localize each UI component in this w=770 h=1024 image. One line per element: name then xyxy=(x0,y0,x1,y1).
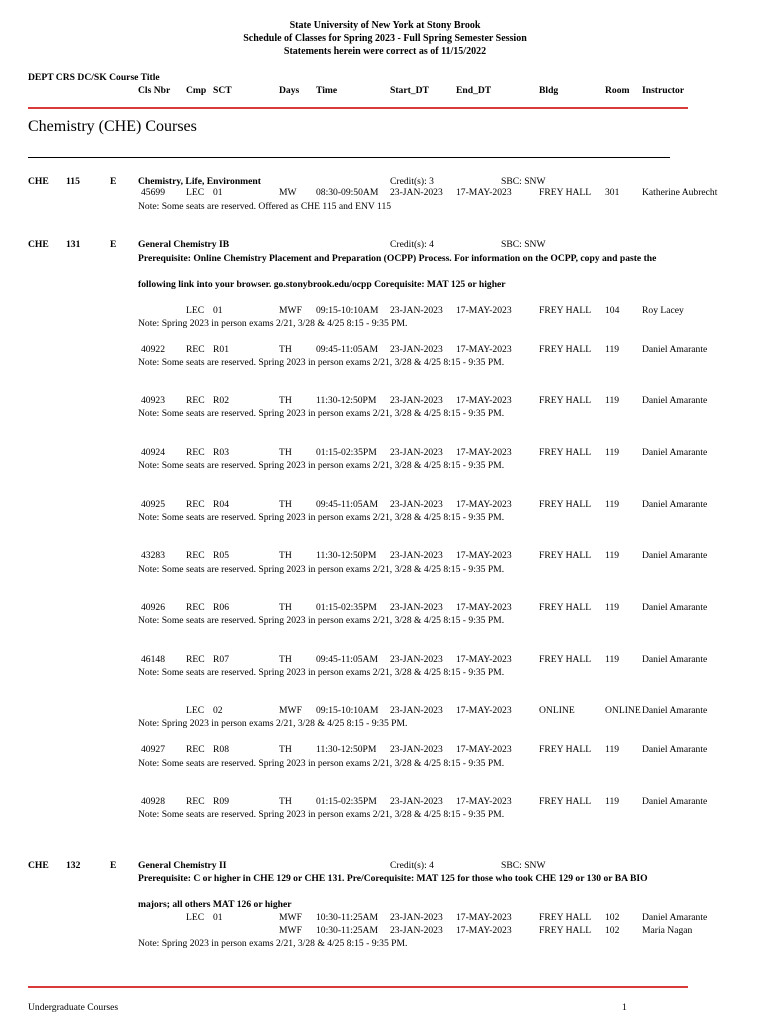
class-number: 40923 xyxy=(141,395,165,406)
report-subtitle: Schedule of Classes for Spring 2023 - Full Spring Semester Session xyxy=(243,33,527,44)
class-room: 119 xyxy=(605,744,620,755)
class-start-date: 23-JAN-2023 xyxy=(390,499,443,510)
class-days: TH xyxy=(279,796,292,807)
class-end-date: 17-MAY-2023 xyxy=(456,796,512,807)
class-instructor: Katherine Aubrecht xyxy=(642,187,718,198)
course-sbc: SBC: SNW xyxy=(501,239,546,250)
class-note: Note: Some seats are reserved. Offered as CHE 115 and ENV 115 xyxy=(138,201,392,212)
class-time: 11:30-12:50PM xyxy=(316,395,377,406)
class-building: FREY HALL xyxy=(539,499,592,510)
footer-divider xyxy=(28,986,688,988)
course-dept: CHE xyxy=(28,176,49,187)
class-days: MW xyxy=(279,187,297,198)
class-building: FREY HALL xyxy=(539,395,592,406)
class-room: 119 xyxy=(605,395,620,406)
class-room: 119 xyxy=(605,796,620,807)
column-header-end: End_DT xyxy=(456,85,492,96)
course-title: General Chemistry II xyxy=(138,860,227,871)
course-dept: CHE xyxy=(28,239,49,250)
class-end-date: 17-MAY-2023 xyxy=(456,344,512,355)
class-section: R04 xyxy=(213,499,229,510)
class-component: REC xyxy=(186,447,205,458)
course-credits: Credit(s): 4 xyxy=(390,860,434,871)
page-number: 1 xyxy=(622,1002,627,1013)
class-time: 09:15-10:10AM xyxy=(316,705,379,716)
class-room: 119 xyxy=(605,550,620,561)
class-number: 46148 xyxy=(141,654,165,665)
class-time: 11:30-12:50PM xyxy=(316,744,377,755)
class-room: 119 xyxy=(605,499,620,510)
class-start-date: 23-JAN-2023 xyxy=(390,550,443,561)
class-section: R07 xyxy=(213,654,229,665)
class-time: 10:30-11:25AM xyxy=(316,925,379,936)
class-building: FREY HALL xyxy=(539,602,592,613)
class-section: R03 xyxy=(213,447,229,458)
column-header-time: Time xyxy=(316,85,338,96)
class-start-date: 23-JAN-2023 xyxy=(390,705,443,716)
class-time: 01:15-02:35PM xyxy=(316,602,377,613)
class-building: ONLINE xyxy=(539,705,575,716)
class-number: 40927 xyxy=(141,744,165,755)
class-number: 43283 xyxy=(141,550,165,561)
header-divider xyxy=(28,107,688,109)
class-instructor: Daniel Amarante xyxy=(642,447,708,458)
class-note: Note: Some seats are reserved. Spring 2023 in person exams 2/21, 3/28 & 4/25 8:15 - 9:35 PM. xyxy=(138,667,505,678)
class-days: MWF xyxy=(279,912,302,923)
class-start-date: 23-JAN-2023 xyxy=(390,395,443,406)
class-room: 104 xyxy=(605,305,620,316)
class-days: MWF xyxy=(279,925,302,936)
class-end-date: 17-MAY-2023 xyxy=(456,602,512,613)
class-note: Note: Spring 2023 in person exams 2/21, 3/28 & 4/25 8:15 - 9:35 PM. xyxy=(138,938,408,949)
class-instructor: Daniel Amarante xyxy=(642,912,708,923)
class-note: Note: Some seats are reserved. Spring 2023 in person exams 2/21, 3/28 & 4/25 8:15 - 9:35 PM. xyxy=(138,809,505,820)
class-note: Note: Some seats are reserved. Spring 2023 in person exams 2/21, 3/28 & 4/25 8:15 - 9:35 PM. xyxy=(138,460,505,471)
class-time: 09:45-11:05AM xyxy=(316,499,379,510)
class-time: 09:45-11:05AM xyxy=(316,654,379,665)
class-room: ONLINE xyxy=(605,705,641,716)
class-room: 119 xyxy=(605,344,620,355)
class-building: FREY HALL xyxy=(539,654,592,665)
report-title: State University of New York at Stony Brook xyxy=(289,20,481,31)
class-start-date: 23-JAN-2023 xyxy=(390,796,443,807)
class-note: Note: Spring 2023 in person exams 2/21, 3/28 & 4/25 8:15 - 9:35 PM. xyxy=(138,718,408,729)
class-days: TH xyxy=(279,395,292,406)
class-start-date: 23-JAN-2023 xyxy=(390,447,443,458)
course-sbc: SBC: SNW xyxy=(501,176,546,187)
course-number: 115 xyxy=(66,176,80,187)
class-instructor: Daniel Amarante xyxy=(642,602,708,613)
class-component: LEC xyxy=(186,305,205,316)
footer-label: Undergraduate Courses xyxy=(28,1002,119,1013)
class-instructor: Daniel Amarante xyxy=(642,550,708,561)
class-end-date: 17-MAY-2023 xyxy=(456,705,512,716)
class-time: 08:30-09:50AM xyxy=(316,187,379,198)
class-building: FREY HALL xyxy=(539,796,592,807)
course-title: General Chemistry IB xyxy=(138,239,230,250)
column-header-start: Start_DT xyxy=(390,85,429,96)
class-room: 102 xyxy=(605,912,620,923)
class-note: Note: Spring 2023 in person exams 2/21, 3/28 & 4/25 8:15 - 9:35 PM. xyxy=(138,318,408,329)
class-note: Note: Some seats are reserved. Spring 2023 in person exams 2/21, 3/28 & 4/25 8:15 - 9:35 PM. xyxy=(138,408,505,419)
class-start-date: 23-JAN-2023 xyxy=(390,344,443,355)
class-end-date: 17-MAY-2023 xyxy=(456,550,512,561)
class-start-date: 23-JAN-2023 xyxy=(390,654,443,665)
class-note: Note: Some seats are reserved. Spring 2023 in person exams 2/21, 3/28 & 4/25 8:15 - 9:35 PM. xyxy=(138,357,505,368)
class-start-date: 23-JAN-2023 xyxy=(390,912,443,923)
column-header-days: Days xyxy=(279,85,300,96)
column-header-row1: DEPT CRS DC/SK Course Title xyxy=(28,72,160,83)
class-room: 119 xyxy=(605,447,620,458)
class-building: FREY HALL xyxy=(539,305,592,316)
class-section: R08 xyxy=(213,744,229,755)
class-end-date: 17-MAY-2023 xyxy=(456,305,512,316)
class-number: 40924 xyxy=(141,447,165,458)
course-credits: Credit(s): 3 xyxy=(390,176,434,187)
class-days: TH xyxy=(279,499,292,510)
class-start-date: 23-JAN-2023 xyxy=(390,305,443,316)
section-title: Chemistry (CHE) Courses xyxy=(28,118,197,135)
course-dcsk: E xyxy=(110,860,117,871)
class-section: R06 xyxy=(213,602,229,613)
class-days: TH xyxy=(279,550,292,561)
class-days: MWF xyxy=(279,705,302,716)
class-end-date: 17-MAY-2023 xyxy=(456,654,512,665)
column-header-instructor: Instructor xyxy=(642,85,685,96)
column-header-cmp: Cmp xyxy=(186,85,207,96)
class-instructor: Daniel Amarante xyxy=(642,796,708,807)
section-divider xyxy=(28,157,670,158)
class-time: 11:30-12:50PM xyxy=(316,550,377,561)
class-component: REC xyxy=(186,395,205,406)
course-dcsk: E xyxy=(110,176,117,187)
class-component: REC xyxy=(186,796,205,807)
class-number: 40926 xyxy=(141,602,165,613)
class-room: 119 xyxy=(605,654,620,665)
class-instructor: Daniel Amarante xyxy=(642,744,708,755)
class-note: Note: Some seats are reserved. Spring 2023 in person exams 2/21, 3/28 & 4/25 8:15 - 9:35 PM. xyxy=(138,564,505,575)
class-time: 01:15-02:35PM xyxy=(316,447,377,458)
class-end-date: 17-MAY-2023 xyxy=(456,447,512,458)
class-end-date: 17-MAY-2023 xyxy=(456,395,512,406)
class-component: REC xyxy=(186,654,205,665)
class-section: 01 xyxy=(213,305,223,316)
class-start-date: 23-JAN-2023 xyxy=(390,187,443,198)
column-header-sct: SCT xyxy=(213,85,232,96)
class-building: FREY HALL xyxy=(539,447,592,458)
class-number: 40922 xyxy=(141,344,165,355)
course-credits: Credit(s): 4 xyxy=(390,239,434,250)
class-building: FREY HALL xyxy=(539,550,592,561)
class-note: Note: Some seats are reserved. Spring 2023 in person exams 2/21, 3/28 & 4/25 8:15 - 9:35 PM. xyxy=(138,615,505,626)
class-section: R09 xyxy=(213,796,229,807)
course-number: 131 xyxy=(66,239,81,250)
class-section: 01 xyxy=(213,187,223,198)
column-header-room: Room xyxy=(605,85,630,96)
class-time: 09:15-10:10AM xyxy=(316,305,379,316)
class-instructor: Maria Nagan xyxy=(642,925,693,936)
class-building: FREY HALL xyxy=(539,912,592,923)
class-component: REC xyxy=(186,744,205,755)
class-end-date: 17-MAY-2023 xyxy=(456,499,512,510)
class-section: 02 xyxy=(213,705,223,716)
class-time: 10:30-11:25AM xyxy=(316,912,379,923)
report-date-statement: Statements herein were correct as of 11/15/2022 xyxy=(283,46,487,57)
class-time: 01:15-02:35PM xyxy=(316,796,377,807)
class-room: 301 xyxy=(605,187,620,198)
class-days: MWF xyxy=(279,305,302,316)
class-section: R02 xyxy=(213,395,229,406)
class-section: R01 xyxy=(213,344,229,355)
course-title: Chemistry, Life, Environment xyxy=(138,176,261,187)
course-prerequisite: Prerequisite: C or higher in CHE 129 or CHE 131. Pre/Corequisite: MAT 125 for those who took CHE 129 or 130 or BA BIO xyxy=(138,873,648,884)
class-end-date: 17-MAY-2023 xyxy=(456,744,512,755)
class-instructor: Daniel Amarante xyxy=(642,654,708,665)
class-number: 40925 xyxy=(141,499,165,510)
class-days: TH xyxy=(279,602,292,613)
class-start-date: 23-JAN-2023 xyxy=(390,925,443,936)
class-days: TH xyxy=(279,447,292,458)
class-instructor: Daniel Amarante xyxy=(642,705,708,716)
course-number: 132 xyxy=(66,860,81,871)
class-component: REC xyxy=(186,344,205,355)
class-number: 40928 xyxy=(141,796,165,807)
course-dept: CHE xyxy=(28,860,49,871)
class-building: FREY HALL xyxy=(539,344,592,355)
course-prerequisite: majors; all others MAT 126 or higher xyxy=(138,899,292,910)
class-end-date: 17-MAY-2023 xyxy=(456,187,512,198)
class-time: 09:45-11:05AM xyxy=(316,344,379,355)
class-number: 45699 xyxy=(141,187,165,198)
class-note: Note: Some seats are reserved. Spring 2023 in person exams 2/21, 3/28 & 4/25 8:15 - 9:35 PM. xyxy=(138,512,505,523)
class-instructor: Daniel Amarante xyxy=(642,344,708,355)
class-note: Note: Some seats are reserved. Spring 2023 in person exams 2/21, 3/28 & 4/25 8:15 - 9:35 PM. xyxy=(138,758,505,769)
class-room: 102 xyxy=(605,925,620,936)
class-days: TH xyxy=(279,744,292,755)
class-end-date: 17-MAY-2023 xyxy=(456,912,512,923)
column-header-cls-nbr: Cls Nbr xyxy=(138,85,171,96)
class-instructor: Roy Lacey xyxy=(642,305,684,316)
class-building: FREY HALL xyxy=(539,744,592,755)
class-component: REC xyxy=(186,602,205,613)
course-sbc: SBC: SNW xyxy=(501,860,546,871)
course-prerequisite: Prerequisite: Online Chemistry Placement and Preparation (OCPP) Process. For information on the OCPP, copy and paste the xyxy=(138,253,657,264)
class-start-date: 23-JAN-2023 xyxy=(390,744,443,755)
class-component: REC xyxy=(186,550,205,561)
column-header-bldg: Bldg xyxy=(539,85,559,96)
class-section: R05 xyxy=(213,550,229,561)
class-instructor: Daniel Amarante xyxy=(642,499,708,510)
class-component: REC xyxy=(186,499,205,510)
course-prerequisite: following link into your browser. go.stonybrook.edu/ocpp Corequisite: MAT 125 or higher xyxy=(138,279,506,290)
class-days: TH xyxy=(279,344,292,355)
course-dcsk: E xyxy=(110,239,117,250)
class-instructor: Daniel Amarante xyxy=(642,395,708,406)
class-section: 01 xyxy=(213,912,223,923)
class-days: TH xyxy=(279,654,292,665)
class-end-date: 17-MAY-2023 xyxy=(456,925,512,936)
class-building: FREY HALL xyxy=(539,925,592,936)
class-room: 119 xyxy=(605,602,620,613)
class-start-date: 23-JAN-2023 xyxy=(390,602,443,613)
class-building: FREY HALL xyxy=(539,187,592,198)
class-component: LEC xyxy=(186,705,205,716)
class-component: LEC xyxy=(186,187,205,198)
class-component: LEC xyxy=(186,912,205,923)
